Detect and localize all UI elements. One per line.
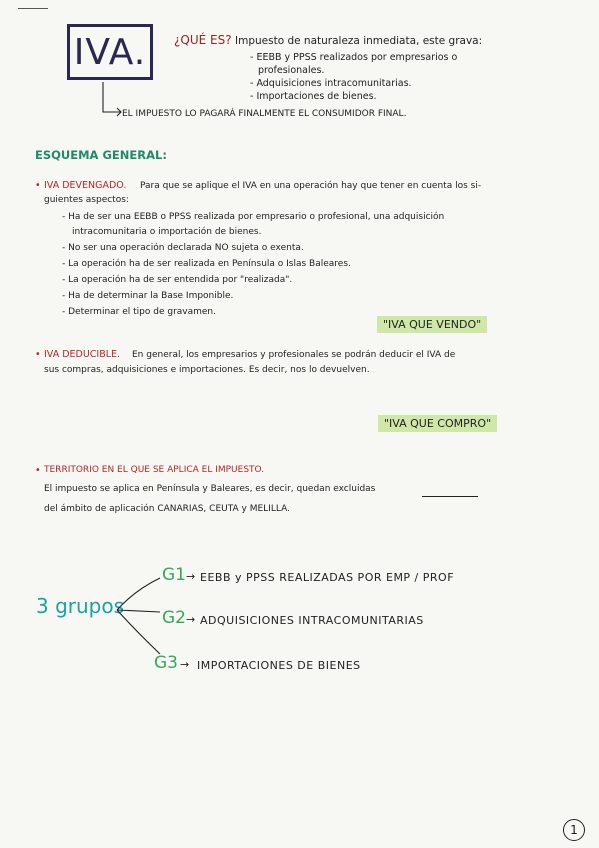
group-1-arrow-icon: → — [186, 570, 196, 583]
group-1-text: EEBB y PPSS REALIZADAS POR EMP / PROF — [200, 571, 455, 584]
definition-text: Impuesto de naturaleza inmediata, este grava: — [235, 35, 483, 47]
group-2-arrow-icon: → — [186, 613, 196, 626]
devengado-item-4: - La operación ha de ser entendida por "realizada". — [62, 275, 293, 285]
territorio-bullet: • — [35, 465, 41, 476]
deducible-line-2: sus compras, adquisiciones e importaciones. Es decir, nos lo devuelven. — [44, 365, 370, 375]
group-3-arrow-icon: → — [180, 658, 190, 671]
devengado-item-6: - Determinar el tipo de gravamen. — [62, 307, 216, 317]
group-2-code: G2 — [162, 608, 186, 628]
devengado-item-1: - Ha de ser una EEBB o PPSS realizada por empresario o profesional, una adquisición — [62, 212, 445, 222]
intro-item-1b: profesionales. — [258, 65, 325, 76]
group-3-code: G3 — [154, 653, 178, 673]
devengado-item-2: - No ser una operación declarada NO sujeta o exenta. — [62, 243, 304, 253]
devengado-item-5: - Ha de determinar la Base Imponible. — [62, 291, 234, 301]
group-1-code: G1 — [162, 565, 186, 585]
intro-item-3: - Importaciones de bienes. — [250, 91, 377, 102]
highlight-iva-vendo: "IVA QUE VENDO" — [377, 316, 487, 333]
scheme-heading: ESQUEMA GENERAL: — [35, 148, 167, 162]
consumer-arrow-icon — [95, 80, 125, 120]
group-3-text: IMPORTACIONES DE BIENES — [197, 659, 361, 672]
top-margin-line — [18, 8, 48, 9]
territorio-line-1: El impuesto se aplica en Península y Baleares, es decir, quedan excluidas — [44, 484, 376, 494]
intro-item-2: - Adquisiciones intracomunitarias. — [250, 78, 412, 89]
consumer-note: EL IMPUESTO LO PAGARÁ FINALMENTE EL CONSUMIDOR FINAL. — [122, 109, 407, 119]
groups-label: 3 grupos — [36, 594, 125, 618]
territorio-label: TERRITORIO EN EL QUE SE APLICA EL IMPUESTO. — [44, 465, 265, 475]
title-box: IVA. — [67, 24, 153, 80]
devengado-item-3: - La operación ha de ser realizada en Península o Islas Baleares. — [62, 259, 351, 269]
groups-brace-icon — [115, 570, 165, 665]
deducible-bullet: • — [35, 349, 41, 360]
devengado-bullet: • — [35, 180, 41, 191]
group-2-text: ADQUISICIONES INTRACOMUNITARIAS — [200, 614, 424, 627]
page-number: 1 — [563, 819, 585, 841]
excluidas-underline — [422, 496, 478, 497]
devengado-label: IVA DEVENGADO. — [44, 180, 127, 191]
devengado-item-1b: intracomunitaria o importación de bienes. — [72, 227, 262, 237]
intro-item-1: - EEBB y PPSS realizados por empresarios o — [250, 52, 458, 63]
deducible-label: IVA DEDUCIBLE. — [44, 349, 121, 360]
devengado-line-2: guientes aspectos: — [44, 195, 129, 205]
highlight-iva-compro: "IVA QUE COMPRO" — [378, 415, 497, 432]
question-label: ¿QUÉ ES? — [174, 33, 232, 47]
devengado-line-1: Para que se aplique el IVA en una operación hay que tener en cuenta los si- — [140, 181, 482, 191]
deducible-line-1: En general, los empresarios y profesionales se podrán deducir el IVA de — [132, 350, 456, 360]
territorio-line-2: del ámbito de aplicación CANARIAS, CEUTA y MELILLA. — [44, 504, 290, 514]
